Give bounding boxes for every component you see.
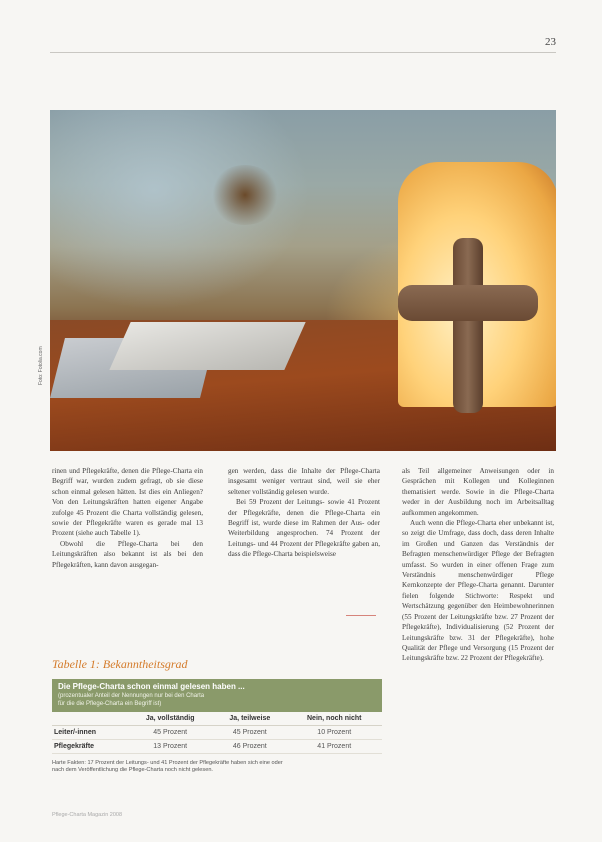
top-divider (50, 52, 556, 53)
table-row (52, 740, 382, 754)
text-column-2 (228, 466, 380, 560)
paragraph: rinen und Pflegekräfte, denen die Pflege-Charta ein Begriff war, wurden zudem gefragt, ob sie diese schon einmal gelesen hätten. Ist dies ein Anliegen? Von den Leitungskräften hatten eigener Angabe zufolge 45 Prozent die Charta vollständig gelesen, sowie der Pflegekräfte waren es gerade mal 13 Prozent (siehe auch Tabelle 1). (52, 467, 203, 538)
table-subtitle: (prozentualer Anteil der Nennungen nur bei den Charta (58, 693, 205, 699)
table-header-band (52, 679, 382, 712)
page-number: 23 (545, 36, 556, 48)
column-header: Nein, noch nicht (286, 712, 382, 726)
paragraph: gen werden, dass die Inhalte der Pflege-Charta insgesamt weniger vertraut sind, weil sie eher seltener vollständig gelesen wurde. (228, 467, 380, 496)
table-subtitle: für die die Pflege-Charta ein Begriff ist) (58, 701, 162, 707)
awareness-table (52, 679, 382, 775)
table-title: Die Pflege-Charta schon einmal gelesen haben ... (58, 682, 245, 691)
photo-credit: Foto: Fotolia.com (38, 346, 44, 385)
column-header (52, 712, 127, 726)
table-note-line: Harte Fakten: 17 Prozent der Leitungs- und 41 Prozent der Pflegekräfte haben sich eine oder (52, 760, 283, 766)
table-cell: 45 Prozent (127, 726, 213, 740)
table-cell: 10 Prozent (286, 726, 382, 740)
table-caption: Tabelle 1: Bekanntheitsgrad (52, 657, 188, 671)
table-cell: Pflegekräfte (52, 740, 127, 754)
table-cell: 46 Prozent (213, 740, 286, 754)
candle-cross-photo (50, 110, 556, 451)
table-header-row (52, 712, 382, 726)
section-divider (346, 615, 376, 616)
table-note (52, 760, 382, 775)
text-column-3 (402, 466, 554, 664)
paragraph: Obwohl die Pflege-Charta bei den Leitungskräften also bekannt ist als bei den Pflegekräften, kann davon ausgegan- (52, 539, 203, 569)
table-cell: 45 Prozent (213, 726, 286, 740)
column-header: Ja, teilweise (213, 712, 286, 726)
table-note-line: nach dem Veröffentlichung die Pflege-Charta noch nicht gelesen. (52, 767, 213, 774)
page-footer: Pflege-Charta Magazin 2008 (52, 812, 123, 818)
column-header: Ja, vollständig (127, 712, 213, 726)
photo-cross-horizontal (398, 285, 538, 321)
text-column-1 (52, 466, 203, 582)
paragraph: als Teil allgemeiner Anweisungen oder in Gesprächen mit Kollegen und Kolleginnen thematisiert werde. Sowie in die Pflege-Charta weder in der Ausbildung noch im Arbeitsalltag aufkommen angekommen. (402, 467, 554, 517)
table-row (52, 726, 382, 740)
table-grid (52, 712, 382, 754)
photo-lamp-shape (210, 165, 280, 225)
paragraph: Auch wenn die Pflege-Charta eher unbekannt ist, so zeigt die Umfrage, dass doch, dass deren Inhalte im Großen und Ganzen das Verständnis der Befragten menschenwürdiger Pflege der Befragten umfasst. So wurden in einer offenen Frage zum Verständnis menschenwürdiger Pflege Kernkonzepte der Pflege-Charta genannt. Darunter fielen folgende Stichworte: Respekt und Wertschätzung gegenüber den Heimbewohnerinnen (55 Prozent der Leitungskräfte bzw. 27 Prozent der Pflegekräfte), Individualisierung (52 Prozent der Leitungskräfte bzw. 31 der Pflegekräfte), hohe Qualität der Pflege und Versorgung (15 Prozent der Leitungskräfte bzw. 22 Prozent der Pflegekräfte). (402, 519, 554, 663)
paragraph: Bei 59 Prozent der Leitungs- sowie 41 Prozent der Pflegekräfte, denen die Pflege-Charta ein Begriff ist, wurde diese im Rahmen der Aus- oder Weiterbildung angesprochen. 74 Prozent der Leitungs- und 44 Prozent der Pflegekräfte gaben an, dass die Pflege-Charta beispielsweise (228, 498, 380, 559)
table-cell: Leiter/-innen (52, 726, 127, 740)
photo-book-open (109, 322, 305, 370)
table-cell: 41 Prozent (286, 740, 382, 754)
photo-cross-vertical (453, 238, 483, 413)
table-cell: 13 Prozent (127, 740, 213, 754)
